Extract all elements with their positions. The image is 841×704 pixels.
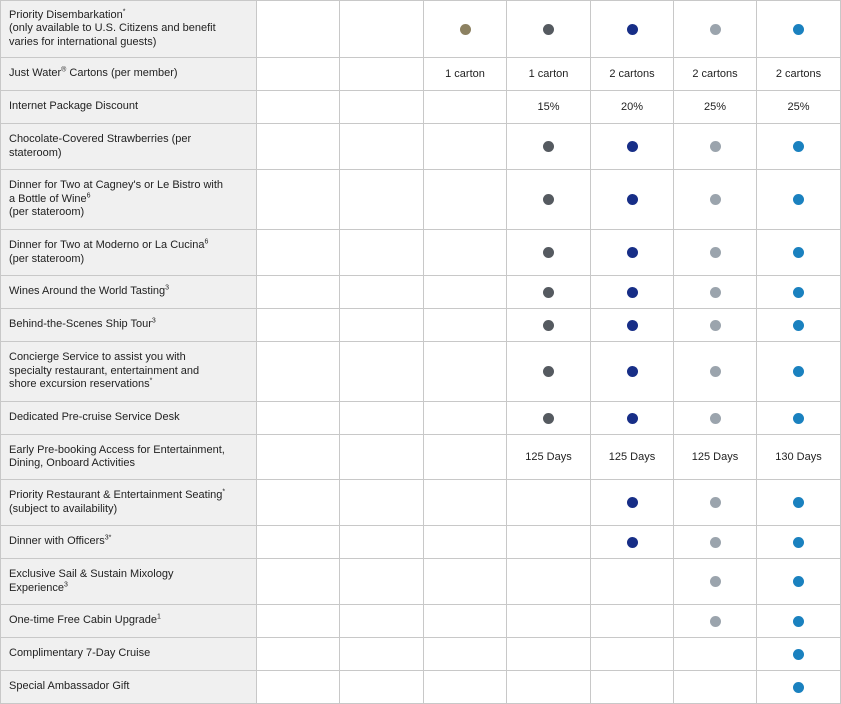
tier-cell xyxy=(424,638,507,671)
tier-cell xyxy=(757,671,841,704)
tier-cell xyxy=(757,638,841,671)
tier-cell xyxy=(340,342,424,402)
tier-cell xyxy=(257,342,340,402)
tier-cell xyxy=(257,91,340,124)
tier-cell xyxy=(591,526,674,559)
tier-cell xyxy=(507,671,591,704)
included-dot-icon xyxy=(627,413,638,424)
tier-cell xyxy=(257,480,340,526)
tier-cell xyxy=(674,526,757,559)
benefit-name: Chocolate-Covered Strawberries (per xyxy=(9,133,192,145)
tier-cell xyxy=(674,402,757,435)
tier-value: 125 Days xyxy=(691,451,739,463)
tier-cell xyxy=(507,58,591,91)
tier-cell xyxy=(591,638,674,671)
benefit-detail: stateroom) xyxy=(9,146,62,159)
tier-cell xyxy=(507,170,591,230)
included-dot-icon xyxy=(543,194,554,205)
tier-cell xyxy=(591,435,674,480)
tier-cell xyxy=(257,605,340,638)
tier-cell xyxy=(674,124,757,170)
included-dot-icon xyxy=(793,576,804,587)
benefit-detail: (per stateroom) xyxy=(9,252,85,265)
footnote-marker: 6 xyxy=(204,238,209,246)
tier-cell xyxy=(340,671,424,704)
benefit-name: One-time Free Cabin Upgrade xyxy=(9,614,157,627)
tier-cell xyxy=(674,638,757,671)
included-dot-icon xyxy=(543,141,554,152)
tier-value: 125 Days xyxy=(608,451,656,463)
included-dot-icon xyxy=(793,194,804,205)
tier-cell xyxy=(591,480,674,526)
included-dot-icon xyxy=(627,194,638,205)
benefit-name: Behind-the-Scenes Ship Tour xyxy=(9,318,152,331)
tier-cell xyxy=(424,91,507,124)
tier-cell xyxy=(757,230,841,276)
benefit-name: Dinner for Two at Moderno or La Cucina xyxy=(9,239,205,251)
included-dot-icon xyxy=(627,24,638,35)
tier-cell xyxy=(757,605,841,638)
tier-value: 2 cartons xyxy=(775,68,822,80)
tier-cell xyxy=(257,58,340,91)
tier-cell xyxy=(591,124,674,170)
table-row xyxy=(1,1,841,58)
tier-value: 1 carton xyxy=(445,68,485,80)
tier-cell xyxy=(591,671,674,704)
benefit-detail: (subject to availability) xyxy=(9,502,118,515)
benefit-name: Priority Restaurant & Entertainment Seating xyxy=(9,489,223,501)
benefit-label xyxy=(1,605,257,638)
benefit-label xyxy=(1,638,257,671)
tier-value: 20% xyxy=(620,101,644,113)
tier-cell xyxy=(424,435,507,480)
included-dot-icon xyxy=(710,366,721,377)
tier-cell xyxy=(257,435,340,480)
included-dot-icon xyxy=(627,287,638,298)
footnote-marker: 6 xyxy=(86,192,91,200)
benefit-name: Special Ambassador Gift xyxy=(9,680,130,693)
included-dot-icon xyxy=(793,320,804,331)
tier-cell xyxy=(257,124,340,170)
tier-cell xyxy=(591,342,674,402)
tier-cell xyxy=(340,230,424,276)
tier-value: 130 Days xyxy=(775,451,822,463)
included-dot-icon xyxy=(627,141,638,152)
tier-cell xyxy=(757,480,841,526)
included-dot-icon xyxy=(543,287,554,298)
benefits-table-body xyxy=(1,1,841,704)
tier-cell xyxy=(591,309,674,342)
benefit-name: Early Pre-booking Access for Entertainment, xyxy=(9,443,225,456)
included-dot-icon xyxy=(460,24,471,35)
table-row xyxy=(1,309,841,342)
tier-cell xyxy=(757,402,841,435)
tier-cell xyxy=(340,526,424,559)
benefit-detail: specialty restaurant, entertainment and xyxy=(9,364,200,377)
tier-cell xyxy=(674,58,757,91)
table-row xyxy=(1,402,841,435)
footnote-marker: 1 xyxy=(156,613,161,621)
tier-cell xyxy=(591,276,674,309)
tier-cell xyxy=(674,605,757,638)
included-dot-icon xyxy=(710,576,721,587)
included-dot-icon xyxy=(793,141,804,152)
included-dot-icon xyxy=(543,320,554,331)
benefit-label xyxy=(1,58,257,91)
tier-cell xyxy=(340,276,424,309)
tier-cell xyxy=(424,1,507,58)
tier-cell xyxy=(424,559,507,605)
tier-cell xyxy=(674,342,757,402)
tier-cell xyxy=(507,230,591,276)
included-dot-icon xyxy=(793,24,804,35)
included-dot-icon xyxy=(543,247,554,258)
table-row xyxy=(1,276,841,309)
included-dot-icon xyxy=(627,366,638,377)
tier-cell xyxy=(257,402,340,435)
included-dot-icon xyxy=(543,24,554,35)
tier-cell xyxy=(674,276,757,309)
benefit-label xyxy=(1,671,257,704)
benefit-label xyxy=(1,342,257,402)
tier-value: 25% xyxy=(787,101,810,113)
tier-value: 125 Days xyxy=(525,451,572,463)
benefit-label xyxy=(1,559,257,605)
tier-cell xyxy=(257,671,340,704)
tier-cell xyxy=(424,170,507,230)
tier-cell xyxy=(257,526,340,559)
benefit-label xyxy=(1,170,257,230)
included-dot-icon xyxy=(627,247,638,258)
included-dot-icon xyxy=(793,287,804,298)
table-row xyxy=(1,435,841,480)
tier-cell xyxy=(507,124,591,170)
benefit-name: Exclusive Sail & Sustain Mixology xyxy=(9,568,174,580)
tier-cell xyxy=(424,480,507,526)
table-row xyxy=(1,170,841,230)
tier-cell xyxy=(340,559,424,605)
benefit-label xyxy=(1,91,257,124)
footnote-marker: * xyxy=(149,377,153,385)
benefit-label xyxy=(1,526,257,559)
benefit-name: Concierge Service to assist you with xyxy=(9,351,186,364)
tier-cell xyxy=(757,58,841,91)
tier-cell xyxy=(507,526,591,559)
benefit-name-rest: Cartons (per member) xyxy=(66,67,178,80)
tier-cell xyxy=(591,605,674,638)
tier-cell xyxy=(507,1,591,58)
benefit-label xyxy=(1,309,257,342)
benefit-name: Internet Package Discount xyxy=(9,100,139,113)
tier-cell xyxy=(424,526,507,559)
included-dot-icon xyxy=(627,497,638,508)
included-dot-icon xyxy=(710,320,721,331)
tier-cell xyxy=(591,58,674,91)
tier-cell xyxy=(757,91,841,124)
tier-cell xyxy=(340,1,424,58)
tier-cell xyxy=(757,435,841,480)
included-dot-icon xyxy=(793,616,804,627)
tier-cell xyxy=(757,276,841,309)
benefit-name: Dinner for Two at Cagney's or Le Bistro with xyxy=(9,179,224,192)
tier-value: 15% xyxy=(537,101,560,113)
table-row xyxy=(1,58,841,91)
benefit-name: Complimentary 7-Day Cruise xyxy=(9,647,151,660)
footnote-marker: * xyxy=(222,488,226,496)
included-dot-icon xyxy=(793,537,804,548)
included-dot-icon xyxy=(543,413,554,424)
tier-cell xyxy=(340,124,424,170)
tier-cell xyxy=(757,559,841,605)
table-row xyxy=(1,526,841,559)
footnote-marker: * xyxy=(122,8,126,16)
tier-cell xyxy=(340,605,424,638)
tier-cell xyxy=(757,342,841,402)
included-dot-icon xyxy=(710,194,721,205)
tier-cell xyxy=(257,230,340,276)
tier-cell xyxy=(507,309,591,342)
included-dot-icon xyxy=(793,366,804,377)
tier-cell xyxy=(424,230,507,276)
benefit-label xyxy=(1,402,257,435)
included-dot-icon xyxy=(710,497,721,508)
table-row xyxy=(1,559,841,605)
benefit-detail: varies for international guests) xyxy=(9,35,157,48)
tier-cell xyxy=(424,276,507,309)
included-dot-icon xyxy=(793,497,804,508)
tier-value: 2 cartons xyxy=(609,68,655,80)
included-dot-icon xyxy=(710,616,721,627)
tier-cell xyxy=(340,402,424,435)
table-row xyxy=(1,671,841,704)
tier-cell xyxy=(340,480,424,526)
benefit-label xyxy=(1,480,257,526)
tier-cell xyxy=(674,671,757,704)
benefit-detail: Experience xyxy=(9,581,65,594)
tier-cell xyxy=(591,91,674,124)
benefit-detail: shore excursion reservations xyxy=(9,378,150,391)
tier-value: 1 carton xyxy=(528,68,569,80)
included-dot-icon xyxy=(543,366,554,377)
benefit-name: Priority Disembarkation xyxy=(9,8,123,21)
included-dot-icon xyxy=(710,413,721,424)
benefit-name: Dedicated Pre-cruise Service Desk xyxy=(9,411,180,424)
tier-cell xyxy=(757,309,841,342)
tier-cell xyxy=(591,402,674,435)
tier-cell xyxy=(591,1,674,58)
table-row xyxy=(1,230,841,276)
included-dot-icon xyxy=(710,247,721,258)
tier-cell xyxy=(257,559,340,605)
tier-cell xyxy=(757,526,841,559)
tier-cell xyxy=(424,309,507,342)
included-dot-icon xyxy=(710,141,721,152)
tier-cell xyxy=(674,230,757,276)
included-dot-icon xyxy=(627,320,638,331)
included-dot-icon xyxy=(793,682,804,693)
included-dot-icon xyxy=(627,537,638,548)
tier-cell xyxy=(340,435,424,480)
tier-cell xyxy=(591,170,674,230)
table-row xyxy=(1,342,841,402)
included-dot-icon xyxy=(793,247,804,258)
footnote-marker: 3 xyxy=(165,284,170,292)
tier-cell xyxy=(507,480,591,526)
included-dot-icon xyxy=(710,537,721,548)
tier-cell xyxy=(424,342,507,402)
tier-cell xyxy=(757,170,841,230)
tier-cell xyxy=(424,605,507,638)
tier-cell xyxy=(507,435,591,480)
tier-cell xyxy=(340,91,424,124)
benefit-label xyxy=(1,230,257,276)
tier-cell xyxy=(507,638,591,671)
benefit-label xyxy=(1,124,257,170)
tier-cell xyxy=(340,638,424,671)
benefit-label xyxy=(1,1,257,58)
footnote-marker: 3 xyxy=(64,580,68,588)
table-row xyxy=(1,91,841,124)
tier-cell xyxy=(757,1,841,58)
benefit-detail: (per stateroom) xyxy=(9,206,85,219)
included-dot-icon xyxy=(793,413,804,424)
tier-cell xyxy=(340,58,424,91)
tier-cell xyxy=(674,480,757,526)
tier-cell xyxy=(674,559,757,605)
tier-cell xyxy=(507,342,591,402)
tier-cell xyxy=(257,1,340,58)
tier-cell xyxy=(591,559,674,605)
tier-cell xyxy=(257,638,340,671)
tier-cell xyxy=(424,671,507,704)
tier-cell xyxy=(507,276,591,309)
tier-cell xyxy=(424,58,507,91)
table-row xyxy=(1,638,841,671)
included-dot-icon xyxy=(793,649,804,660)
footnote-marker: 3* xyxy=(104,534,112,542)
tier-cell xyxy=(507,402,591,435)
tier-cell xyxy=(674,1,757,58)
benefit-detail: Dining, Onboard Activities xyxy=(9,457,135,469)
benefit-name: Wines Around the World Tasting xyxy=(9,285,166,298)
tier-value: 25% xyxy=(703,101,727,113)
included-dot-icon xyxy=(710,287,721,298)
benefit-detail: (only available to U.S. Citizens and benefit xyxy=(9,22,216,35)
tier-cell xyxy=(257,309,340,342)
table-row xyxy=(1,124,841,170)
benefit-detail: a Bottle of Wine xyxy=(9,192,87,205)
tier-cell xyxy=(424,124,507,170)
tier-cell xyxy=(340,170,424,230)
tier-cell xyxy=(507,91,591,124)
tier-cell xyxy=(674,91,757,124)
tier-cell xyxy=(257,276,340,309)
tier-cell xyxy=(340,309,424,342)
tier-value: 2 cartons xyxy=(692,68,738,80)
tier-cell xyxy=(674,309,757,342)
benefit-label xyxy=(1,435,257,480)
benefit-label xyxy=(1,276,257,309)
footnote-marker: 3 xyxy=(151,317,156,325)
footnote-marker: ® xyxy=(61,66,67,74)
tier-cell xyxy=(674,435,757,480)
benefit-name: Just Water xyxy=(9,67,62,80)
table-row xyxy=(1,605,841,638)
tier-cell xyxy=(257,170,340,230)
benefit-name: Dinner with Officers xyxy=(9,535,105,548)
tier-cell xyxy=(424,402,507,435)
tier-cell xyxy=(674,170,757,230)
included-dot-icon xyxy=(710,24,721,35)
tier-cell xyxy=(757,124,841,170)
tier-cell xyxy=(591,230,674,276)
table-row xyxy=(1,480,841,526)
tier-cell xyxy=(507,559,591,605)
tier-cell xyxy=(507,605,591,638)
